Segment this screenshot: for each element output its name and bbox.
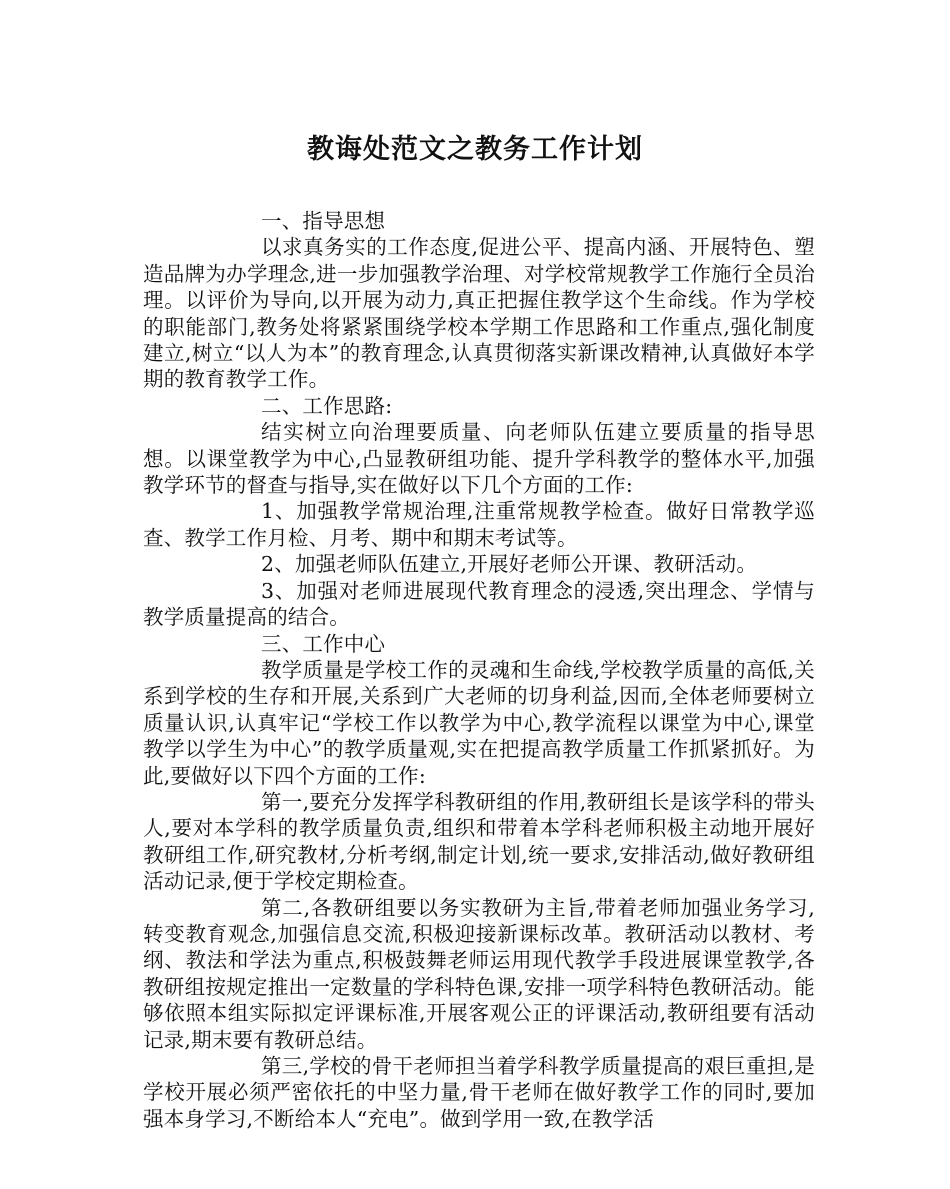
document-body bbox=[143, 208, 815, 1132]
paragraph-work-center: 教学质量是学校工作的灵魂和生命线,学校教学质量的高低,关系到学校的生存和开展,关系到广大老师的切身利益,因而,全体老师要树立质量认识,认真牢记“学校工作以教学为中心,教学流程以课堂为中心,课堂教学以学生为中心”的教学质量观,实在把提高教学质量工作抓紧抓好。为此,要做好以下四个方面的工作: bbox=[143, 657, 815, 788]
paragraph-second: 第二,各教研组要以务实教研为主旨,带着老师加强业务学习,转变教育观念,加强信息交流,积极迎接新课标改革。教研活动以教材、考纲、教法和学法为重点,积极鼓舞老师运用现代教学手段进展课堂教学,各教研组按规定推出一定数量的学科特色课,安排一项学科特色教研活动。能够依照本组实际拟定评课标准,开展客观公正的评课活动,教研组要有活动记录,期末要有教研总结。 bbox=[143, 895, 815, 1052]
heading-work-approach: 二、工作思路: bbox=[261, 393, 393, 418]
heading-work-center: 三、工作中心 bbox=[261, 631, 386, 656]
paragraph-third: 第三,学校的骨干老师担当着学科教学质量提高的艰巨重担,是学校开展必须严密依托的中坚力量,骨干老师在做好教学工作的同时,要加强本身学习,不断给本人“充电”。做到学用一致,在教学活 bbox=[143, 1054, 815, 1131]
paragraph-first: 第一,要充分发挥学科教研组的作用,教研组长是该学科的带头人,要对本学科的教学质量负责,组织和带着本学科老师积极主动地开展好教研组工作,研究教材,分析考纲,制定计划,统一要求,安排活动,做好教研组活动记录,便于学校定期检查。 bbox=[143, 789, 815, 894]
list-item-2: 2、加强老师队伍建立,开展好老师公开课、教研活动。 bbox=[261, 552, 758, 577]
document-title: 教诲处范文之教务工作计划 bbox=[307, 134, 643, 165]
list-item-3: 3、加强对老师进展现代教育理念的浸透,突出理念、学情与教学质量提高的结合。 bbox=[143, 578, 815, 630]
paragraph-work-approach: 结实树立向治理要质量、向老师队伍建立要质量的指导思想。以课堂教学为中心,凸显教研组功能、提升学科教学的整体水平,加强教学环节的督查与指导,实在做好以下几个方面的工作: bbox=[143, 420, 815, 498]
heading-guiding-ideology: 一、指导思想 bbox=[261, 209, 386, 233]
list-item-1: 1、加强教学常规治理,注重常规教学检查。做好日常教学巡查、教学工作月检、月考、期中和期末考试等。 bbox=[143, 499, 815, 550]
paragraph-guiding-ideology: 以求真务实的工作态度,促进公平、提高内涵、开展特色、塑造品牌为办学理念,进一步加强教学治理、对学校常规教学工作施行全员治理。以评价为导向,以开展为动力,真正把握住教学这个生命线。作为学校的职能部门,教务处将紧紧围绕学校本学期工作思路和工作重点,强化制度建立,树立“以人为本”的教育理念,认真贯彻落实新课改精神,认真做好本学期的教育教学工作。 bbox=[143, 235, 815, 392]
